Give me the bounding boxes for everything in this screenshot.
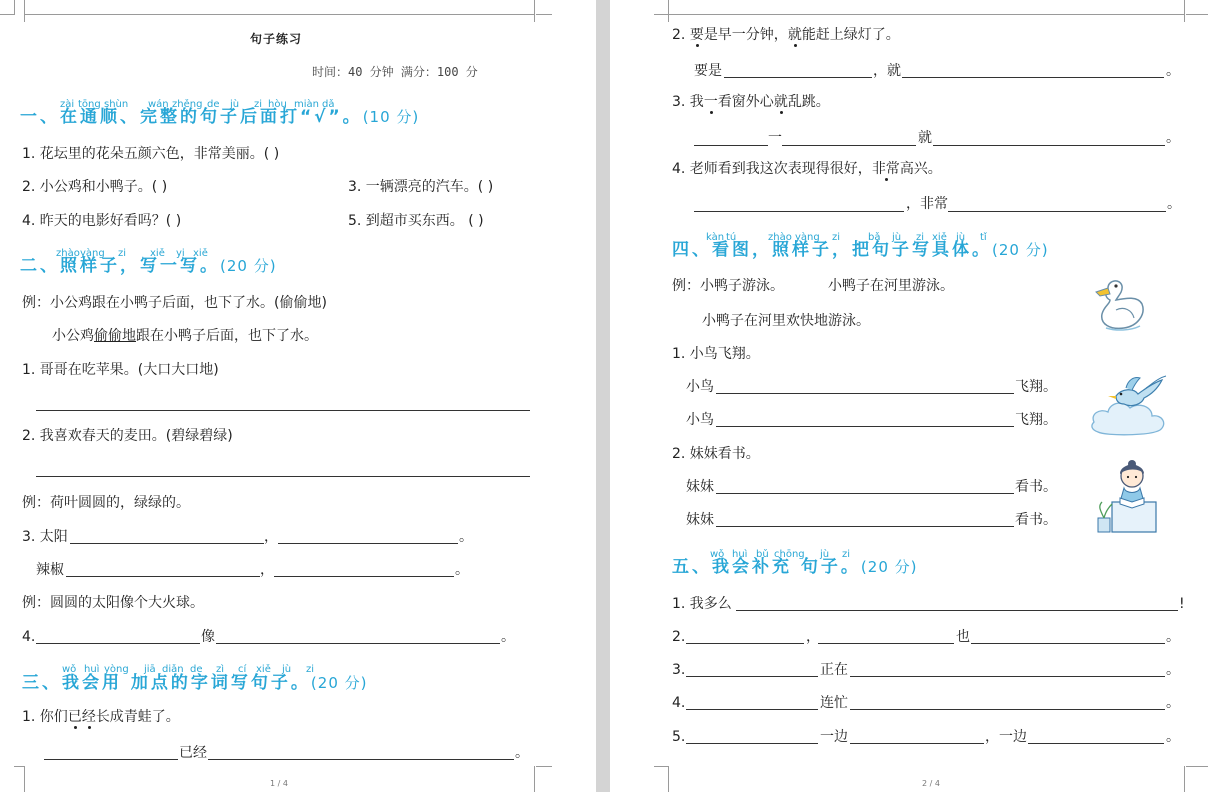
pinyin: huì <box>84 664 100 675</box>
crop-mark <box>668 766 669 792</box>
answer-line[interactable] <box>686 743 818 744</box>
girl-reading-illustration <box>1094 460 1166 536</box>
sec3-q3-ans-a: 一 <box>768 130 782 146</box>
pinyin: jù <box>230 99 240 110</box>
answer-line[interactable] <box>850 743 984 744</box>
answer-line[interactable] <box>36 410 530 411</box>
page-number: 1 / 4 <box>270 779 288 788</box>
pinyin: xiě <box>193 248 208 259</box>
sec3-q3-ans-b: 就 <box>918 130 932 146</box>
answer-line[interactable] <box>850 676 1165 677</box>
pinyin: jù <box>820 549 830 560</box>
sec5-q2-sep: ， <box>806 629 820 645</box>
sec2-q4-end: 。 <box>501 629 515 645</box>
sec2-q3-label: 3. 太阳 <box>22 529 68 545</box>
sec5-q5-end: 。 <box>1166 729 1180 745</box>
page-top-rule <box>24 14 534 15</box>
pinyin: tú <box>726 232 737 243</box>
answer-line[interactable] <box>36 476 530 477</box>
answer-line[interactable] <box>782 145 916 146</box>
crop-mark <box>1186 14 1208 15</box>
sec5-q5-mid2: ，一边 <box>985 729 1027 745</box>
section-4-heading: 四、看图，照样子，把句子写具体。(20 分) <box>672 240 1049 260</box>
sec3-question-2: 2. 要是早一分钟，就能赶上绿灯了。 <box>672 27 900 43</box>
answer-line[interactable] <box>44 759 178 760</box>
answer-line[interactable] <box>716 426 1014 427</box>
answer-line[interactable] <box>686 709 818 710</box>
answer-line[interactable] <box>36 643 200 644</box>
crop-mark <box>654 766 668 767</box>
sec3-q1-mid: 已经 <box>179 745 207 761</box>
bird-illustration <box>1086 370 1174 438</box>
sec3-question-4: 4. 老师看到我这次表现得很好，非常高兴。 <box>672 161 942 177</box>
answer-line[interactable] <box>818 643 954 644</box>
pinyin: xiě <box>150 248 165 259</box>
crop-mark <box>14 766 24 767</box>
sec5-q1-end: ! <box>1179 596 1185 612</box>
answer-line[interactable] <box>971 643 1165 644</box>
sec4-q2-b-end: 看书。 <box>1015 512 1057 528</box>
page-2 <box>610 0 1208 792</box>
sec5-q1-label: 1. 我多么 <box>672 596 732 612</box>
sec5-q2-label: 2. <box>672 629 686 645</box>
sec1-item-3: 3. 一辆漂亮的汽车。( ) <box>348 179 494 195</box>
answer-line[interactable] <box>208 759 514 760</box>
section-2-heading: 二、照样子，写一写。(20 分) <box>20 256 277 276</box>
answer-line[interactable] <box>850 709 1165 710</box>
sec2-q3b-label: 辣椒 <box>36 562 64 578</box>
pinyin: zi <box>832 232 841 243</box>
sec3-q4-ans-a: ，非常 <box>906 196 948 212</box>
pinyin: jù <box>892 232 902 243</box>
pinyin: tōng <box>78 99 101 110</box>
sec2-question-1: 1. 哥哥在吃苹果。(大口大口地) <box>22 362 219 378</box>
pinyin: miàn <box>294 99 319 110</box>
answer-line[interactable] <box>716 393 1014 394</box>
sec5-q2-mid: 也 <box>956 629 970 645</box>
sec1-item-5: 5. 到超市买东西。 ( ) <box>348 213 484 229</box>
sec2-question-2: 2. 我喜欢春天的麦田。(碧绿碧绿) <box>22 428 233 444</box>
sec4-example-a: 例：小鸭子游泳。 <box>672 278 784 294</box>
crop-mark <box>1184 0 1185 22</box>
sec1-item-4: 4. 昨天的电影好看吗？( ) <box>22 213 182 229</box>
crop-mark <box>536 14 552 15</box>
pinyin: zài <box>60 99 75 110</box>
sec5-q3-mid: 正在 <box>820 662 848 678</box>
pinyin: yi <box>176 248 185 259</box>
pinyin: yàng <box>80 248 105 259</box>
pinyin: kàn <box>706 232 725 243</box>
sec4-q1-b: 小鸟 <box>686 412 714 428</box>
pinyin: chōng <box>774 549 805 560</box>
answer-line[interactable] <box>216 643 500 644</box>
answer-line[interactable] <box>70 543 264 544</box>
page-gap <box>596 0 610 792</box>
answer-line[interactable] <box>902 77 1164 78</box>
sec4-q1-b-end: 飞翔。 <box>1015 412 1057 428</box>
section-1-heading: 一、在通顺、完整的句子后面打“√”。(10 分) <box>20 107 420 127</box>
sec4-question-2: 2. 妹妹看书。 <box>672 446 760 462</box>
answer-line[interactable] <box>274 576 454 577</box>
duck-illustration <box>1086 274 1148 332</box>
sec2-example-1-answer: 小公鸡偷偷地跟在小鸭子后面，也下了水。 <box>52 328 318 344</box>
sec3-q1-end: 。 <box>515 745 529 761</box>
sec4-example-b: 小鸭子在河里游泳。 <box>828 278 954 294</box>
pinyin: dǎ <box>322 99 335 110</box>
answer-line[interactable] <box>278 543 458 544</box>
pinyin: xiě <box>256 664 271 675</box>
sec1-item-1: 1. 花坛里的花朵五颜六色，非常美丽。( ) <box>22 146 280 162</box>
pinyin: zì <box>216 664 225 675</box>
crop-mark <box>24 766 25 792</box>
sec5-q2-end: 。 <box>1166 629 1180 645</box>
crop-mark <box>534 0 535 22</box>
answer-line[interactable] <box>686 676 818 677</box>
sec5-q4-label: 4. <box>672 695 686 711</box>
sec4-question-1: 1. 小鸟飞翔。 <box>672 346 760 362</box>
sec4-example-c: 小鸭子在河里欢快地游泳。 <box>702 313 870 329</box>
pinyin: shùn <box>104 99 129 110</box>
pinyin: wǒ <box>710 549 725 560</box>
pinyin: bǔ <box>756 549 769 560</box>
pinyin: yàng <box>795 232 820 243</box>
pinyin: zhào <box>56 248 80 259</box>
pinyin: zi <box>254 99 263 110</box>
sec3-q4-end: 。 <box>1167 196 1181 212</box>
pinyin: wán <box>148 99 169 110</box>
answer-line[interactable] <box>686 643 804 644</box>
crop-mark <box>536 766 552 767</box>
pinyin: zi <box>306 664 315 675</box>
pinyin: diǎn <box>162 664 184 675</box>
pinyin: zi <box>118 248 127 259</box>
sec2-q4-mid: 像 <box>201 629 215 645</box>
crop-mark <box>534 766 535 792</box>
sec2-example-2: 例：荷叶圆圆的，绿绿的。 <box>22 495 190 511</box>
answer-line[interactable] <box>736 610 1178 611</box>
section-3-heading: 三、我会用 加点的字词写句子。(20 分) <box>22 673 368 693</box>
pinyin: jiā <box>144 664 156 675</box>
sec4-q2-a-end: 看书。 <box>1015 479 1057 495</box>
answer-line[interactable] <box>66 576 260 577</box>
crop-mark <box>1184 766 1185 792</box>
sec3-q2-ans-b: ，就 <box>873 63 901 79</box>
sec4-q2-a: 妹妹 <box>686 479 714 495</box>
pinyin: jù <box>282 664 292 675</box>
sec2-q3-end: 。 <box>459 529 473 545</box>
crop-mark <box>668 0 669 22</box>
pinyin: yòng <box>104 664 129 675</box>
pinyin: bǎ <box>868 232 881 243</box>
pinyin: jù <box>956 232 966 243</box>
sec4-q2-b: 妹妹 <box>686 512 714 528</box>
sec3-q3-end: 。 <box>1166 130 1180 146</box>
sec3-q2-end: 。 <box>1166 63 1180 79</box>
pinyin: xiě <box>932 232 947 243</box>
pinyin: de <box>207 99 220 110</box>
sec3-question-3: 3. 我一看窗外心就乱跳。 <box>672 94 830 110</box>
pinyin: wǒ <box>62 664 77 675</box>
sec2-q4-label: 4. <box>22 629 36 645</box>
sec4-q1-a: 小鸟 <box>686 379 714 395</box>
sec4-q1-a-end: 飞翔。 <box>1015 379 1057 395</box>
sec5-q3-label: 3. <box>672 662 686 678</box>
sec2-q3b-end: 。 <box>455 562 469 578</box>
pinyin: de <box>190 664 203 675</box>
sec3-q2-ans-a: 要是 <box>694 63 722 79</box>
pinyin: cí <box>238 664 247 675</box>
pinyin: zhěng <box>172 99 203 110</box>
crop-mark <box>24 0 25 22</box>
sec5-q4-mid: 连忙 <box>820 695 848 711</box>
time-score-info: 时间：40 分钟 满分：100 分 <box>312 65 478 79</box>
sec5-q5-mid1: 一边 <box>820 729 848 745</box>
page-title: 句子练习 <box>250 32 303 46</box>
pinyin: hòu <box>268 99 287 110</box>
page-top-rule <box>668 14 1184 15</box>
page-number: 2 / 4 <box>922 779 940 788</box>
answer-line[interactable] <box>1028 743 1164 744</box>
sec1-item-2: 2. 小公鸡和小鸭子。( ) <box>22 179 168 195</box>
answer-line[interactable] <box>716 493 1014 494</box>
crop-mark <box>654 14 668 15</box>
pinyin: tǐ <box>980 232 987 243</box>
answer-line[interactable] <box>694 145 768 146</box>
answer-line[interactable] <box>933 145 1165 146</box>
answer-line[interactable] <box>694 211 904 212</box>
crop-mark <box>0 0 15 15</box>
pinyin: zi <box>842 549 851 560</box>
sec2-q3b-sep: ， <box>260 562 274 578</box>
pinyin: huì <box>732 549 748 560</box>
sec2-example-3: 例：圆圆的太阳像个大火球。 <box>22 595 204 611</box>
sec5-q3-end: 。 <box>1166 662 1180 678</box>
sec5-q4-end: 。 <box>1166 695 1180 711</box>
section-5-heading: 五、我会补充 句子。(20 分) <box>672 557 918 577</box>
sec3-question-1: 1. 你们已经长成青蛙了。 <box>22 709 180 725</box>
sec5-q5-label: 5. <box>672 729 686 745</box>
page-1 <box>0 0 596 792</box>
crop-mark <box>1186 766 1208 767</box>
pinyin: zhào <box>768 232 792 243</box>
sec2-example-1: 例：小公鸡跟在小鸭子后面，也下了水。(偷偷地) <box>22 295 327 311</box>
sec2-q3-sep: ， <box>264 529 278 545</box>
pinyin: zi <box>916 232 925 243</box>
answer-line[interactable] <box>948 211 1166 212</box>
answer-line[interactable] <box>724 77 872 78</box>
answer-line[interactable] <box>716 526 1014 527</box>
